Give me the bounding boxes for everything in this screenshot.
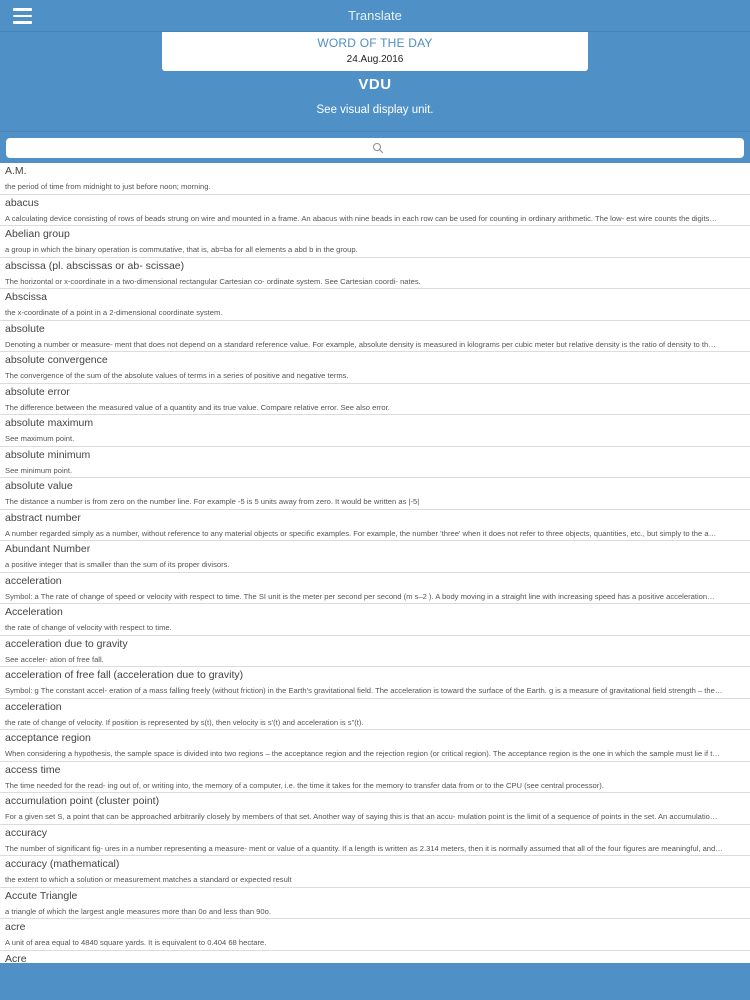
entry-definition: When considering a hypothesis, the sample space is divided into two regions – the acceptance region and the rejection region (or critical region). The acceptance region is the one in which the sample must lie if t… [5,749,720,758]
list-item[interactable] [0,384,750,416]
list-item[interactable] [0,888,750,920]
entry-term: access time [5,763,61,776]
list-item[interactable] [0,951,750,964]
entry-term: abstract number [5,511,81,524]
entry-definition: See minimum point. [5,465,73,475]
entry-definition: the rate of change of velocity. If position is represented by s(t), then velocity is s'(t) and acceleration is s"(t). [5,717,364,727]
list-item[interactable] [0,415,750,447]
list-item[interactable] [0,195,750,227]
entry-term: Accute Triangle [5,889,78,902]
nav-title: Translate [348,8,402,23]
entry-definition: See acceler- ation of free fall. [5,654,104,664]
word-of-the-day-label: WORD OF THE DAY [317,36,433,50]
entry-term: accumulation point (cluster point) [5,795,160,807]
entry-definition: a triangle of which the largest angle measures more than 0o and less than 90o. [5,906,271,916]
list-item[interactable] [0,478,750,510]
list-item[interactable] [0,793,750,825]
entry-definition: The difference between the measured value of a quantity and its true value. Compare relative error. See also error. [5,402,390,412]
list-item[interactable] [0,762,750,794]
entry-definition: a positive integer that is smaller than the sum of its proper divisors. [5,560,230,569]
entry-term: Abelian group [5,228,70,240]
glossary-list[interactable] [0,163,750,963]
entry-term: Abundant Number [5,543,91,555]
list-item[interactable] [0,258,750,290]
entry-definition: a group in which the binary operation is commutative, that is, ab=ba for all elements a abd b in the group. [5,245,358,254]
entry-term: Acceleration [5,606,63,618]
word-of-the-day-section [0,32,750,131]
entry-term: absolute minimum [5,448,91,461]
entry-term: acre [5,921,26,933]
entry-definition: A calculating device consisting of rows of beads strung on wire and mounted in a frame. An abacus with nine beads in each row can be used for counting in ordinary arithmetic. The low- est wire counts the digits… [5,213,717,223]
entry-term: absolute error [5,385,70,398]
entry-term: absolute maximum [5,417,94,429]
entry-definition: the x-coordinate of a point in a 2-dimensional coordinate system. [5,308,223,317]
entry-definition: Symbol: a The rate of change of speed or velocity with respect to time. The SI unit is the meter per second per second (m s–2 ). A body moving in a straight line with increasing speed has a positive acceleration… [5,591,715,601]
entry-term: absolute [5,322,45,335]
list-item[interactable] [0,636,750,668]
bottom-bar [0,963,750,1000]
entry-term: acceleration [5,700,62,713]
list-item[interactable] [0,919,750,951]
search-input[interactable] [6,138,744,158]
list-item[interactable] [0,510,750,542]
search-bar [0,131,750,163]
entry-definition: The convergence of the sum of the absolute values of terms in a series of positive and negative terms. [5,371,349,380]
word-of-the-day-date: 24.Aug.2016 [346,54,404,65]
list-item[interactable] [0,604,750,636]
entry-definition: the extent to which a solution or measurement matches a standard or expected result [5,875,292,884]
entry-definition: Symbol: g The constant accel- eration of a mass falling freely (without friction) in the Earth's gravitational field. The acceleration is toward the surface of the Earth. g is a measure of gravitational field strength – the… [5,686,723,695]
list-item[interactable] [0,667,750,699]
entry-definition: A unit of area equal to 4840 square yards. It is equivalent to 0.404 68 hectare. [5,938,267,947]
list-item[interactable] [0,730,750,762]
entry-definition: the rate of change of velocity with respect to time. [5,623,172,632]
entry-term: abacus [5,196,39,209]
search-box[interactable] [6,138,744,158]
entry-term: acceleration due to gravity [5,637,128,650]
word-of-the-day-word[interactable]: VDU [358,76,392,93]
navigation-bar [0,0,750,32]
list-item[interactable] [0,321,750,353]
entry-definition: For a given set S, a point that can be approached arbitrarily closely by members of that set. Another way of saying this is that an accu- mulation point is the limit of a sequence of points in the set. An accumulatio… [5,812,718,821]
entry-definition: See maximum point. [5,434,75,443]
entry-term: absolute convergence [5,354,108,366]
entry-definition: Denoting a number or measure- ment that does not depend on a standard reference value. For example, absolute density is measured in kilograms per cubic meter but relative density is the ratio of density to th… [5,339,716,349]
entry-term: acceptance region [5,732,91,744]
entry-term: Acre [5,952,27,963]
list-item[interactable] [0,352,750,384]
entry-definition: The number of significant fig- ures in a number representing a measure- ment or value of a quantity. If a length is written as 2.314 meters, then it is normally assumed that all of the four figures are meaningful, and… [5,843,723,853]
entry-definition: The distance a number is from zero on the number line. For example -5 is 5 units away from zero. It would be written as |-5| [5,497,420,506]
entry-term: accuracy (mathematical) [5,858,120,870]
entry-definition: A number regarded simply as a number, without reference to any material objects or specific examples. For example, the number 'three' when it does not refer to three objects, quantities, etc., but simply to the a… [5,528,717,538]
entry-definition: The horizontal or x-coordinate in a two-dimensional rectangular Cartesian co- ordinate system. See Cartesian coordi- nates. [5,276,421,286]
list-item[interactable] [0,163,750,195]
list-item[interactable] [0,541,750,573]
list-item[interactable] [0,289,750,321]
list-item[interactable] [0,573,750,605]
list-item[interactable] [0,447,750,479]
word-of-the-day-definition: See visual display unit. [316,104,434,116]
entry-definition: the period of time from midnight to just before noon; morning. [5,182,211,191]
list-item[interactable] [0,825,750,857]
entry-term: accuracy [5,826,48,839]
entry-term: acceleration [5,574,62,587]
word-of-the-day-card [162,32,588,71]
entry-term: acceleration of free fall (acceleration due to gravity) [5,669,244,681]
entry-term: A.M. [5,165,27,177]
list-item[interactable] [0,856,750,888]
list-item[interactable] [0,226,750,258]
entry-term: abscissa (pl. abscissas or ab- scissae) [5,259,185,272]
entry-term: absolute value [5,480,73,492]
entry-term: Abscissa [5,291,48,303]
list-item[interactable] [0,699,750,731]
entry-definition: The time needed for the read- ing out of, or writing into, the memory of a computer, i.e. the time it takes for the memory to transfer data from or to the CPU (see central processor). [5,780,604,790]
